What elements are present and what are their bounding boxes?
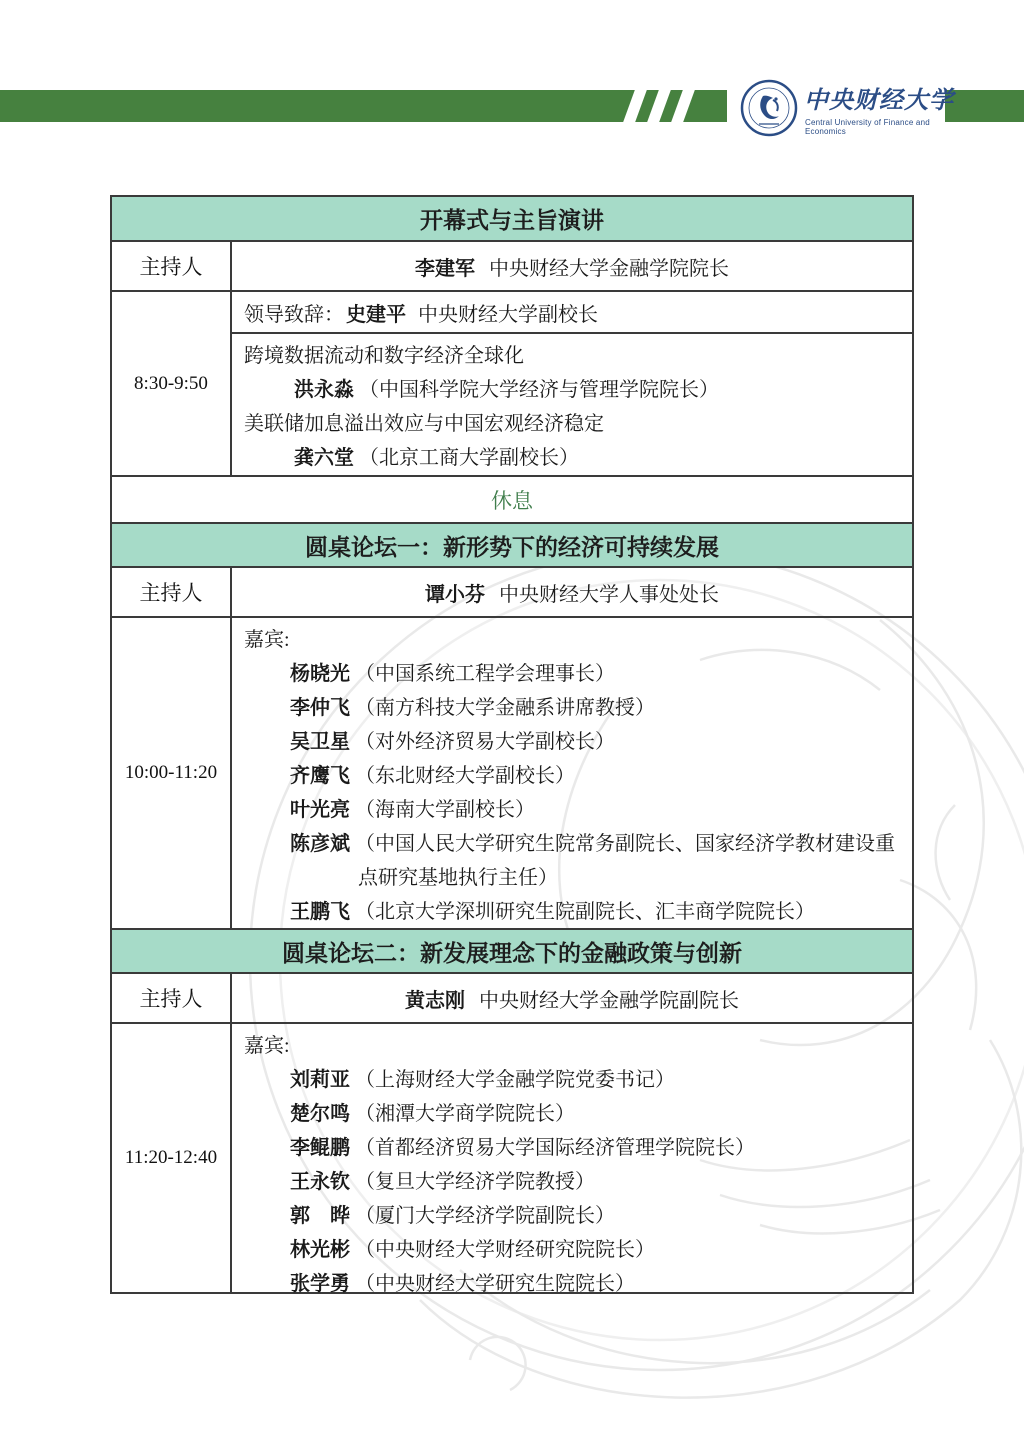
guest-name: 楚尔鸣 [290, 1103, 350, 1125]
time-cell [112, 292, 232, 475]
guest-line [244, 1131, 900, 1165]
host-label: 主持人 [139, 988, 203, 1011]
leaders-address-line [232, 292, 912, 334]
guest-name: 陈彦斌 [290, 833, 350, 855]
section-header-forum1 [112, 522, 912, 566]
host-title: 中央财经大学人事处处长 [499, 583, 719, 606]
guest-line [244, 827, 900, 895]
guest-affiliation: （南方科技大学金融系讲席教授） [355, 697, 655, 719]
speaker-name: 洪永淼 [294, 379, 354, 401]
time-cell [112, 618, 232, 928]
guest-affiliation: （湘潭大学商学院院长） [355, 1103, 575, 1125]
guest-line [244, 1063, 900, 1097]
guest-name: 齐鹰飞 [290, 765, 350, 787]
host-value-cell [232, 568, 912, 616]
guest-list [232, 618, 912, 928]
host-label-cell [112, 974, 232, 1022]
guests-label: 嘉宾: [244, 1035, 290, 1057]
guest-name: 吴卫星 [290, 731, 350, 753]
host-value-cell [232, 242, 912, 290]
university-name-cn: 中央财经大学 [804, 88, 954, 114]
speaker-affiliation: （北京工商大学副校长） [359, 447, 579, 469]
schedule-table [110, 195, 914, 1294]
keynote-list [232, 334, 912, 475]
address-speaker-title: 中央财经大学副校长 [418, 303, 598, 326]
time-range: 8:30-9:50 [134, 372, 208, 394]
forum1-guests-row [112, 616, 912, 928]
host-row-opening [112, 240, 912, 290]
host-label-cell [112, 242, 232, 290]
speaker-affiliation: （中国科学院大学经济与管理学院院长） [359, 379, 719, 401]
guest-name: 李仲飞 [290, 697, 350, 719]
guest-line [244, 759, 900, 793]
section-title: 开幕式与主旨演讲 [420, 207, 604, 233]
time-range: 11:20-12:40 [124, 1147, 218, 1168]
host-label: 主持人 [139, 582, 203, 605]
guest-name: 王鹏飞 [290, 901, 350, 923]
opening-content-row [112, 290, 912, 475]
host-name: 谭小芬 [425, 583, 485, 606]
guests-label: 嘉宾: [244, 629, 290, 651]
guest-affiliation: （上海财经大学金融学院党委书记） [355, 1069, 675, 1091]
guest-name: 刘莉亚 [290, 1069, 350, 1091]
guest-affiliation: （中央财经大学财经研究院院长） [355, 1239, 655, 1261]
guest-line [244, 1165, 900, 1199]
brand-bar-left [0, 90, 727, 122]
guest-affiliation: （厦门大学经济学院副院长） [355, 1205, 615, 1227]
host-label: 主持人 [139, 256, 203, 279]
guest-affiliation: （海南大学副校长） [355, 799, 535, 821]
time-cell [112, 1024, 232, 1292]
host-name: 李建军 [415, 257, 475, 280]
host-row-forum2 [112, 972, 912, 1022]
guest-name: 叶光亮 [290, 799, 350, 821]
forum2-guests-row [112, 1022, 912, 1295]
guest-affiliation: （中央财经大学研究生院院长） [355, 1273, 635, 1295]
guest-affiliation: （北京大学深圳研究生院副院长、汇丰商学院院长） [355, 901, 815, 923]
guest-name: 郭 晔 [290, 1205, 350, 1227]
section-title: 圆桌论坛一：新形势下的经济可持续发展 [305, 533, 719, 560]
guest-affiliation: （东北财经大学副校长） [355, 765, 575, 787]
address-label: 领导致辞： [244, 303, 344, 326]
keynote-topic: 美联储加息溢出效应与中国宏观经济稳定 [244, 413, 604, 435]
host-title: 中央财经大学金融学院副院长 [479, 989, 739, 1012]
address-speaker: 史建平 [346, 303, 406, 326]
section-header-forum2 [112, 928, 912, 972]
opening-content-cell [232, 292, 912, 475]
guest-name: 王永钦 [290, 1171, 350, 1193]
guest-line [244, 725, 900, 759]
speaker-name: 龚六堂 [294, 447, 354, 469]
guest-affiliation: （首都经济贸易大学国际经济管理学院院长） [355, 1137, 755, 1159]
time-range: 10:00-11:20 [124, 762, 218, 783]
university-seal-icon [739, 78, 799, 138]
host-title: 中央财经大学金融学院院长 [489, 257, 729, 280]
guest-affiliation: （对外经济贸易大学副校长） [355, 731, 615, 753]
host-label-cell [112, 568, 232, 616]
guest-affiliation: （中国人民大学研究生院常务副院长、国家经济学教材建设重点研究基地执行主任） [355, 833, 895, 889]
keynote-speaker [232, 373, 912, 407]
guest-name: 张学勇 [290, 1273, 350, 1295]
guest-name: 杨晓光 [290, 663, 350, 685]
keynote-topic: 跨境数据流动和数字经济全球化 [244, 345, 524, 367]
section-title: 圆桌论坛二：新发展理念下的金融政策与创新 [282, 939, 742, 966]
break-label: 休息 [491, 488, 533, 513]
keynote-speaker [232, 441, 912, 475]
guest-line [244, 1233, 900, 1267]
guest-name: 林光彬 [290, 1239, 350, 1261]
guest-line [244, 1199, 900, 1233]
host-name: 黄志刚 [405, 989, 465, 1012]
guest-affiliation: （复旦大学经济学院教授） [355, 1171, 595, 1193]
guest-line [244, 657, 900, 691]
guest-name: 李鲲鹏 [290, 1137, 350, 1159]
guest-line [244, 691, 900, 725]
guest-list [232, 1024, 912, 1295]
host-value-cell [232, 974, 912, 1022]
guest-affiliation: （中国系统工程学会理事长） [355, 663, 615, 685]
university-name-en: Central University of Finance and Economics [805, 118, 930, 136]
guest-line [244, 793, 900, 827]
guest-line [244, 1097, 900, 1131]
guest-line [244, 895, 900, 929]
host-row-forum1 [112, 566, 912, 616]
guest-line [244, 1267, 900, 1301]
break-row [112, 475, 912, 522]
section-header-opening [112, 197, 912, 240]
